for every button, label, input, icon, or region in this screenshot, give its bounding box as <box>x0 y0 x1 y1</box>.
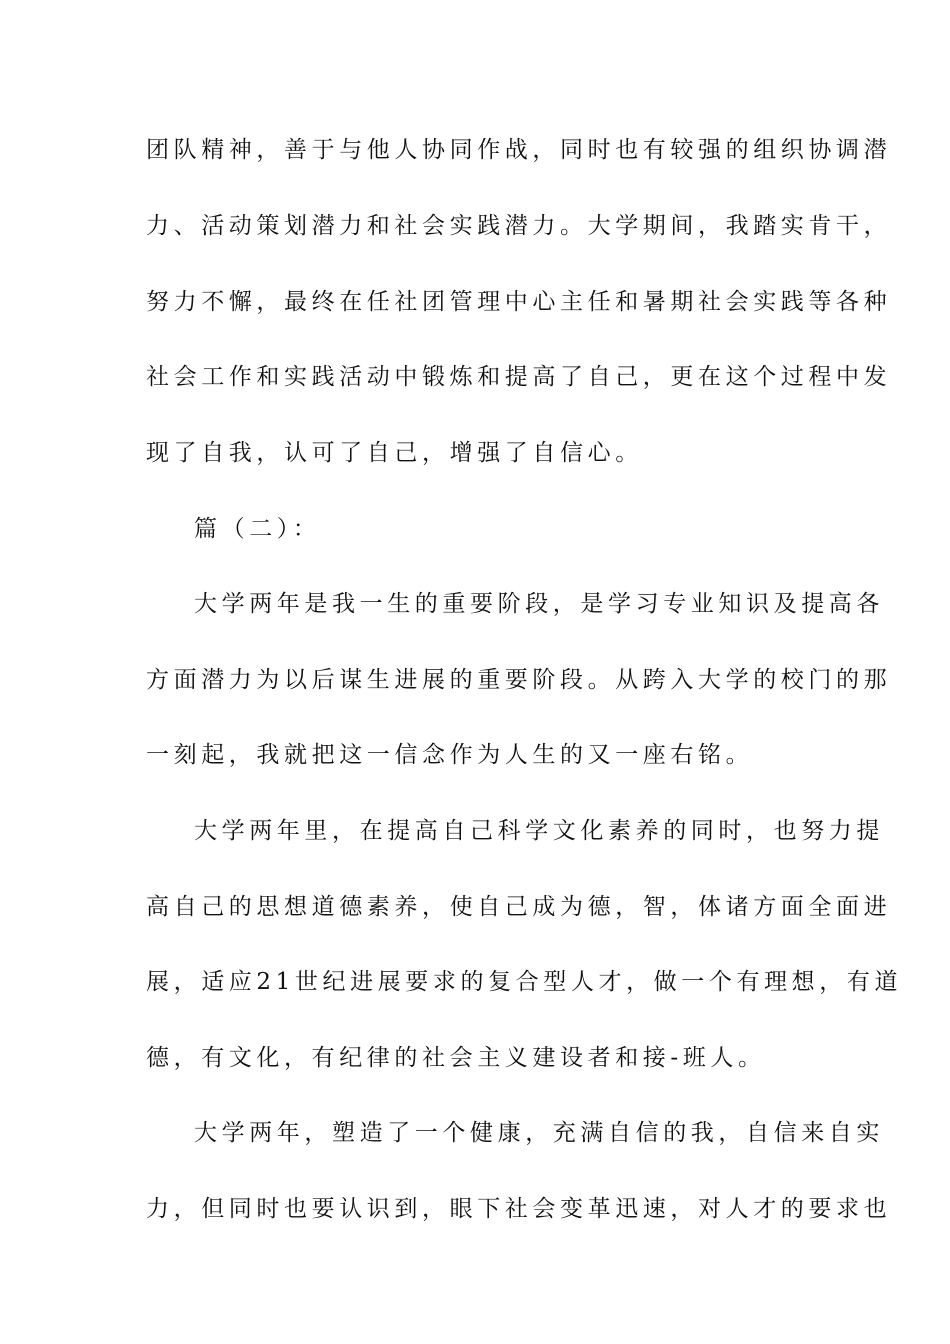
text-line: 德，有文化，有纪律的社会主义建设者和接-班人。 <box>146 1045 766 1071</box>
text-line: 高自己的思想道德素养，使自己成为德，智，体诸方面全面进 <box>146 894 892 920</box>
text-line: 社会工作和实践活动中锻炼和提高了自己，更在这个过程中发 <box>146 364 892 390</box>
text-line: 大学两年是我一生的重要阶段，是学习专业知识及提高各 <box>194 591 884 617</box>
text-line: 大学两年里，在提高自己科学文化素养的同时，也努力提 <box>194 818 884 844</box>
text-line: 努力不懈，最终在任社团管理中心主任和暑期社会实践等各种 <box>146 289 892 315</box>
text-line: 现了自我，认可了自己，增强了自信心。 <box>146 440 643 466</box>
text-line: 团队精神，善于与他人协同作战，同时也有较强的组织协调潜 <box>146 137 892 163</box>
section-heading: 篇（二）： <box>194 516 321 542</box>
text-line: 力，但同时也要认识到，眼下社会变革迅速，对人才的要求也 <box>146 1196 892 1222</box>
text-line: 大学两年，塑造了一个健康，充满自信的我，自信来自实 <box>194 1120 884 1146</box>
text-line: 力、活动策划潜力和社会实践潜力。大学期间，我踏实肯干， <box>146 213 892 239</box>
text-line: 一刻起，我就把这一信念作为人生的又一座右铭。 <box>146 742 754 768</box>
text-line: 方面潜力为以后谋生进展的重要阶段。从跨入大学的校门的那 <box>146 667 892 693</box>
text-line: 展，适应21世纪进展要求的复合型人才，做一个有理想，有道 <box>146 969 903 995</box>
